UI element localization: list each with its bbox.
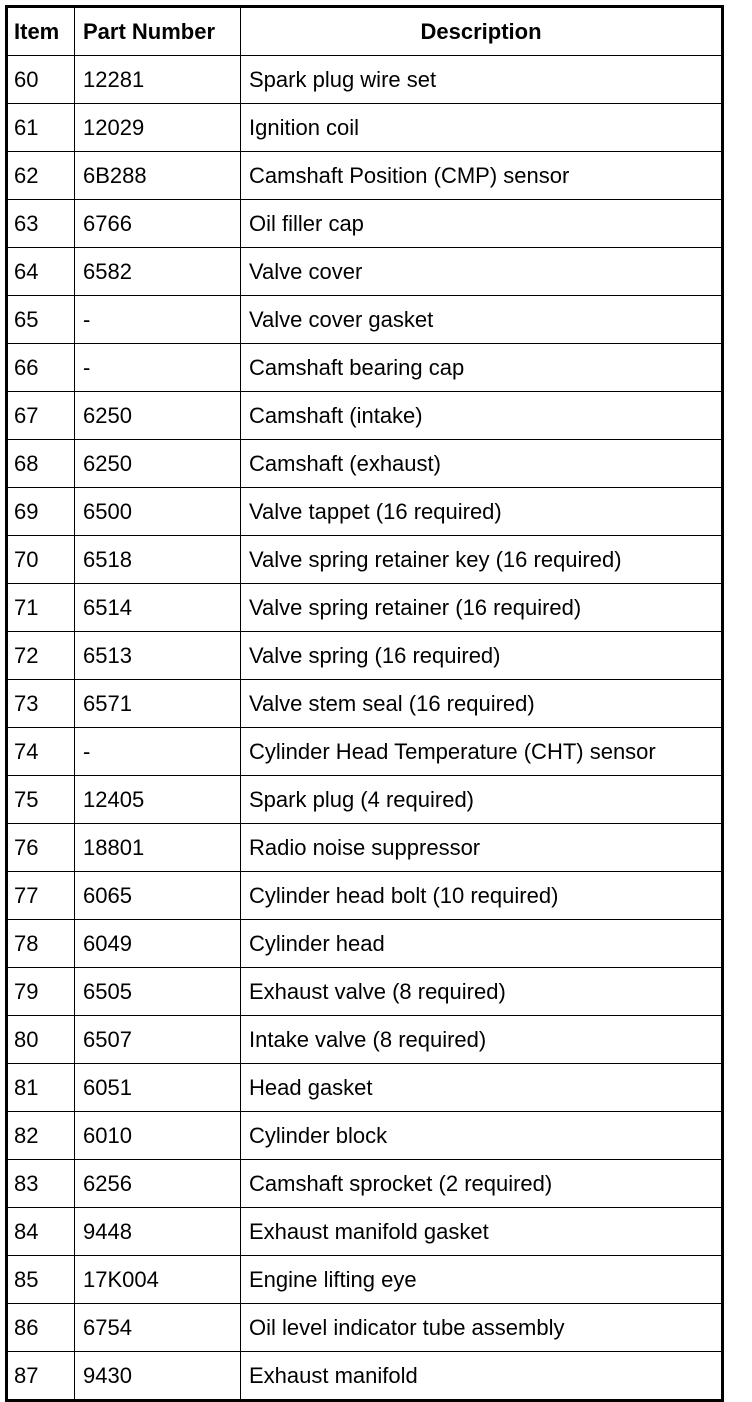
- cell-part-number: 9430: [75, 1352, 241, 1401]
- cell-item: 68: [7, 440, 75, 488]
- parts-table: [5, 5, 724, 1402]
- cell-description: Camshaft bearing cap: [241, 344, 723, 392]
- table-row: [7, 488, 723, 536]
- cell-description: Valve tappet (16 required): [241, 488, 723, 536]
- table-row: [7, 1112, 723, 1160]
- cell-description: Cylinder block: [241, 1112, 723, 1160]
- cell-item: 74: [7, 728, 75, 776]
- cell-item: 65: [7, 296, 75, 344]
- header-item: Item: [7, 7, 75, 56]
- cell-item: 63: [7, 200, 75, 248]
- cell-part-number: 6582: [75, 248, 241, 296]
- table-row: [7, 1064, 723, 1112]
- cell-part-number: 6766: [75, 200, 241, 248]
- header-part-number: Part Number: [75, 7, 241, 56]
- table-row: [7, 1016, 723, 1064]
- cell-item: 82: [7, 1112, 75, 1160]
- cell-description: Radio noise suppressor: [241, 824, 723, 872]
- cell-item: 72: [7, 632, 75, 680]
- table-row: [7, 536, 723, 584]
- table-body: [7, 56, 723, 1401]
- cell-part-number: 9448: [75, 1208, 241, 1256]
- table-row: [7, 248, 723, 296]
- cell-part-number: 6518: [75, 536, 241, 584]
- cell-description: Exhaust manifold gasket: [241, 1208, 723, 1256]
- cell-description: Oil filler cap: [241, 200, 723, 248]
- table-header: [7, 7, 723, 56]
- cell-part-number: 6571: [75, 680, 241, 728]
- table-row: [7, 920, 723, 968]
- cell-description: Camshaft Position (CMP) sensor: [241, 152, 723, 200]
- table-row: [7, 392, 723, 440]
- cell-description: Spark plug (4 required): [241, 776, 723, 824]
- header-row: [7, 7, 723, 56]
- cell-item: 86: [7, 1304, 75, 1352]
- cell-description: Valve spring retainer (16 required): [241, 584, 723, 632]
- cell-item: 77: [7, 872, 75, 920]
- cell-part-number: 6010: [75, 1112, 241, 1160]
- table-row: [7, 1160, 723, 1208]
- table-row: [7, 584, 723, 632]
- cell-description: Valve stem seal (16 required): [241, 680, 723, 728]
- table-row: [7, 152, 723, 200]
- table-row: [7, 632, 723, 680]
- cell-part-number: 12405: [75, 776, 241, 824]
- table-row: [7, 344, 723, 392]
- cell-part-number: 17K004: [75, 1256, 241, 1304]
- table-row: [7, 680, 723, 728]
- cell-item: 81: [7, 1064, 75, 1112]
- cell-part-number: -: [75, 296, 241, 344]
- cell-item: 69: [7, 488, 75, 536]
- cell-item: 66: [7, 344, 75, 392]
- table-row: [7, 56, 723, 104]
- header-description: Description: [241, 7, 723, 56]
- cell-description: Camshaft (intake): [241, 392, 723, 440]
- cell-description: Oil level indicator tube assembly: [241, 1304, 723, 1352]
- table-row: [7, 200, 723, 248]
- cell-part-number: 6514: [75, 584, 241, 632]
- cell-item: 79: [7, 968, 75, 1016]
- cell-description: Head gasket: [241, 1064, 723, 1112]
- cell-description: Valve spring (16 required): [241, 632, 723, 680]
- cell-description: Cylinder Head Temperature (CHT) sensor: [241, 728, 723, 776]
- cell-description: Engine lifting eye: [241, 1256, 723, 1304]
- cell-part-number: 6065: [75, 872, 241, 920]
- table-row: [7, 104, 723, 152]
- cell-part-number: 12029: [75, 104, 241, 152]
- cell-description: Exhaust valve (8 required): [241, 968, 723, 1016]
- cell-item: 87: [7, 1352, 75, 1401]
- cell-item: 64: [7, 248, 75, 296]
- cell-item: 84: [7, 1208, 75, 1256]
- table-row: [7, 296, 723, 344]
- table-row: [7, 440, 723, 488]
- cell-part-number: 12281: [75, 56, 241, 104]
- cell-part-number: 6754: [75, 1304, 241, 1352]
- cell-part-number: 6513: [75, 632, 241, 680]
- cell-item: 62: [7, 152, 75, 200]
- cell-description: Valve cover gasket: [241, 296, 723, 344]
- table-row: [7, 872, 723, 920]
- cell-item: 83: [7, 1160, 75, 1208]
- table-row: [7, 728, 723, 776]
- cell-part-number: 6B288: [75, 152, 241, 200]
- cell-item: 80: [7, 1016, 75, 1064]
- cell-part-number: 6256: [75, 1160, 241, 1208]
- cell-description: Ignition coil: [241, 104, 723, 152]
- cell-description: Valve spring retainer key (16 required): [241, 536, 723, 584]
- cell-part-number: -: [75, 728, 241, 776]
- table-row: [7, 968, 723, 1016]
- cell-description: Exhaust manifold: [241, 1352, 723, 1401]
- cell-part-number: -: [75, 344, 241, 392]
- cell-part-number: 6507: [75, 1016, 241, 1064]
- table-row: [7, 1208, 723, 1256]
- cell-description: Valve cover: [241, 248, 723, 296]
- cell-part-number: 6500: [75, 488, 241, 536]
- cell-part-number: 6049: [75, 920, 241, 968]
- cell-part-number: 6505: [75, 968, 241, 1016]
- cell-item: 61: [7, 104, 75, 152]
- cell-item: 67: [7, 392, 75, 440]
- cell-description: Cylinder head: [241, 920, 723, 968]
- cell-item: 60: [7, 56, 75, 104]
- cell-description: Spark plug wire set: [241, 56, 723, 104]
- cell-part-number: 6051: [75, 1064, 241, 1112]
- cell-item: 71: [7, 584, 75, 632]
- table-row: [7, 1352, 723, 1401]
- cell-item: 73: [7, 680, 75, 728]
- cell-item: 78: [7, 920, 75, 968]
- cell-item: 76: [7, 824, 75, 872]
- cell-item: 75: [7, 776, 75, 824]
- table-row: [7, 776, 723, 824]
- cell-description: Cylinder head bolt (10 required): [241, 872, 723, 920]
- table-row: [7, 824, 723, 872]
- table-row: [7, 1304, 723, 1352]
- cell-description: Intake valve (8 required): [241, 1016, 723, 1064]
- cell-part-number: 18801: [75, 824, 241, 872]
- cell-part-number: 6250: [75, 440, 241, 488]
- cell-part-number: 6250: [75, 392, 241, 440]
- table-row: [7, 1256, 723, 1304]
- cell-item: 85: [7, 1256, 75, 1304]
- cell-description: Camshaft (exhaust): [241, 440, 723, 488]
- cell-item: 70: [7, 536, 75, 584]
- cell-description: Camshaft sprocket (2 required): [241, 1160, 723, 1208]
